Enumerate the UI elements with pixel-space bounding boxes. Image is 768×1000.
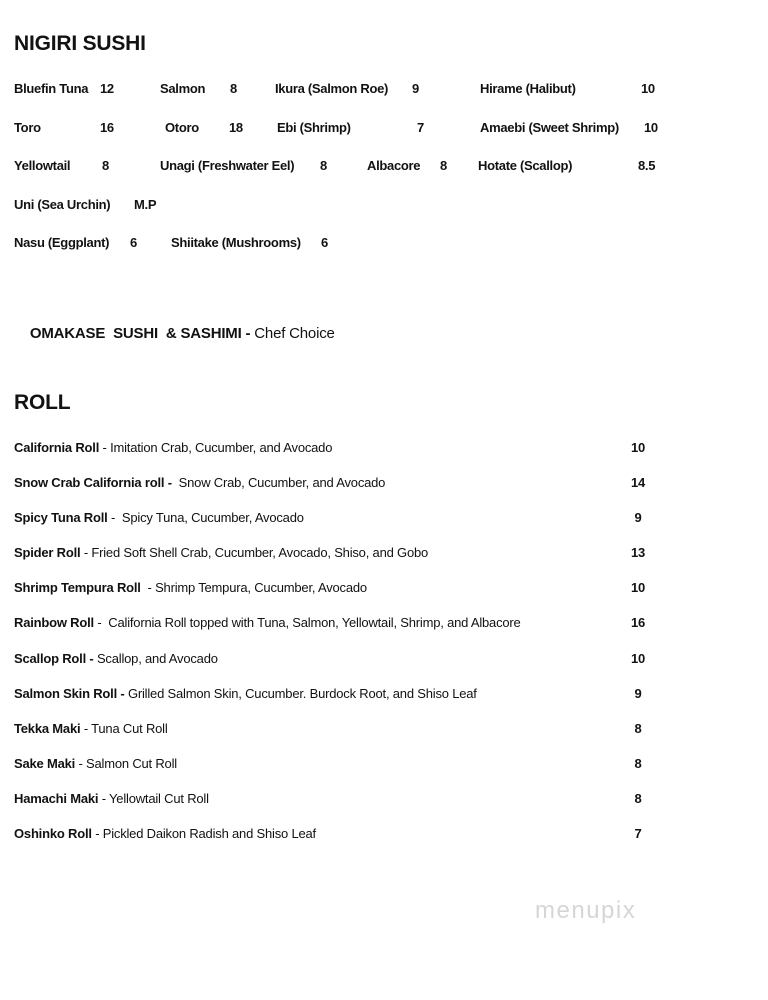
menu-item-price: 10 bbox=[644, 120, 658, 135]
roll-name: Spider Roll bbox=[14, 545, 81, 560]
nigiri-row bbox=[0, 81, 768, 99]
menu-item-price: 10 bbox=[641, 81, 655, 96]
section-heading-nigiri-sushi: NIGIRI SUSHI bbox=[14, 32, 146, 55]
roll-row bbox=[14, 686, 754, 704]
roll-row bbox=[14, 440, 754, 458]
roll-name: Scallop Roll - bbox=[14, 651, 94, 666]
roll-name: Tekka Maki bbox=[14, 721, 81, 736]
roll-name: Hamachi Maki bbox=[14, 791, 99, 806]
menu-item-price: 7 bbox=[417, 120, 424, 135]
roll-row bbox=[14, 756, 754, 774]
menu-item-name: Albacore bbox=[367, 158, 421, 173]
roll-row bbox=[14, 475, 754, 493]
omakase-line bbox=[14, 311, 335, 356]
roll-price: 13 bbox=[630, 545, 646, 560]
menu-item-name: Nasu (Eggplant) bbox=[14, 235, 110, 250]
menu-item-name: Unagi (Freshwater Eel) bbox=[160, 158, 295, 173]
menu-item-price: 6 bbox=[130, 235, 137, 250]
menu-item-name: Amaebi (Sweet Shrimp) bbox=[480, 120, 619, 135]
roll-price: 8 bbox=[634, 721, 642, 736]
nigiri-row bbox=[0, 235, 768, 253]
omakase-subtext: Chef Choice bbox=[254, 325, 335, 342]
roll-name: Shrimp Tempura Roll bbox=[14, 580, 141, 595]
roll-desc: Snow Crab, Cucumber, and Avocado bbox=[171, 475, 386, 490]
roll-row bbox=[14, 721, 754, 739]
roll-name: Spicy Tuna Roll bbox=[14, 510, 108, 525]
roll-row bbox=[14, 580, 754, 598]
roll-desc: - Shrimp Tempura, Cucumber, Avocado bbox=[140, 580, 367, 595]
menu-item-price: 9 bbox=[412, 81, 419, 96]
roll-row bbox=[14, 615, 754, 633]
roll-desc: - Spicy Tuna, Cucumber, Avocado bbox=[107, 510, 304, 525]
menu-item-price: 8 bbox=[230, 81, 237, 96]
roll-price: 14 bbox=[630, 475, 646, 490]
roll-price: 10 bbox=[630, 580, 646, 595]
roll-price: 7 bbox=[634, 826, 642, 841]
menu-item-name: Hotate (Scallop) bbox=[478, 158, 573, 173]
menu-item-price: 8 bbox=[102, 158, 109, 173]
menu-item-price: 6 bbox=[321, 235, 328, 250]
menu-item-price: 8.5 bbox=[638, 158, 656, 173]
menu-item-name: Salmon bbox=[160, 81, 206, 96]
roll-price: 10 bbox=[630, 651, 646, 666]
roll-price: 9 bbox=[634, 686, 642, 701]
roll-name: California Roll bbox=[14, 440, 100, 455]
roll-desc: - California Roll topped with Tuna, Salmon, Yellowtail, Shrimp, and Albacore bbox=[93, 615, 521, 630]
roll-desc: - Fried Soft Shell Crab, Cucumber, Avocado, Shiso, and Gobo bbox=[80, 545, 429, 560]
roll-price: 10 bbox=[630, 440, 646, 455]
menu-item-name: Ikura (Salmon Roe) bbox=[275, 81, 389, 96]
section-heading-roll: ROLL bbox=[14, 391, 71, 414]
menu-item-name: Otoro bbox=[165, 120, 199, 135]
omakase-heading: OMAKASE SUSHI & SASHIMI - bbox=[29, 325, 255, 342]
menu-item-name: Shiitake (Mushrooms) bbox=[171, 235, 301, 250]
menu-item-price: 16 bbox=[100, 120, 114, 135]
menu-item-name: Bluefin Tuna bbox=[14, 81, 89, 96]
menu-item-name: Toro bbox=[14, 120, 41, 135]
menu-item-name: Uni (Sea Urchin) bbox=[14, 197, 111, 212]
roll-desc: - Yellowtail Cut Roll bbox=[98, 791, 209, 806]
nigiri-row bbox=[0, 158, 768, 176]
roll-desc: - Pickled Daikon Radish and Shiso Leaf bbox=[91, 826, 316, 841]
roll-row bbox=[14, 791, 754, 809]
roll-name: Oshinko Roll bbox=[14, 826, 92, 841]
roll-price: 8 bbox=[634, 791, 642, 806]
menu-item-price: M.P bbox=[134, 197, 157, 212]
roll-desc: - Tuna Cut Roll bbox=[80, 721, 168, 736]
roll-price: 8 bbox=[634, 756, 642, 771]
menu-item-price: 18 bbox=[229, 120, 243, 135]
nigiri-row bbox=[0, 120, 768, 138]
roll-desc: Grilled Salmon Skin, Cucumber. Burdock Root, and Shiso Leaf bbox=[124, 686, 477, 701]
roll-desc: - Imitation Crab, Cucumber, and Avocado bbox=[99, 440, 333, 455]
roll-row bbox=[14, 545, 754, 563]
menu-item-price: 12 bbox=[100, 81, 114, 96]
roll-name: Snow Crab California roll - bbox=[14, 475, 172, 490]
roll-desc: Scallop, and Avocado bbox=[93, 651, 218, 666]
roll-name: Sake Maki bbox=[14, 756, 76, 771]
roll-row bbox=[14, 826, 754, 844]
roll-price: 9 bbox=[634, 510, 642, 525]
roll-row bbox=[14, 510, 754, 528]
menu-item-price: 8 bbox=[440, 158, 447, 173]
menu-item-name: Ebi (Shrimp) bbox=[277, 120, 351, 135]
nigiri-row bbox=[0, 197, 768, 215]
menu-item-name: Hirame (Halibut) bbox=[480, 81, 576, 96]
menupix-watermark: menupix bbox=[535, 897, 637, 924]
menu-item-price: 8 bbox=[320, 158, 327, 173]
roll-name: Salmon Skin Roll - bbox=[14, 686, 125, 701]
menu-item-name: Yellowtail bbox=[14, 158, 71, 173]
roll-name: Rainbow Roll bbox=[14, 615, 94, 630]
roll-price: 16 bbox=[630, 615, 646, 630]
roll-row bbox=[14, 651, 754, 669]
roll-desc: - Salmon Cut Roll bbox=[75, 756, 177, 771]
